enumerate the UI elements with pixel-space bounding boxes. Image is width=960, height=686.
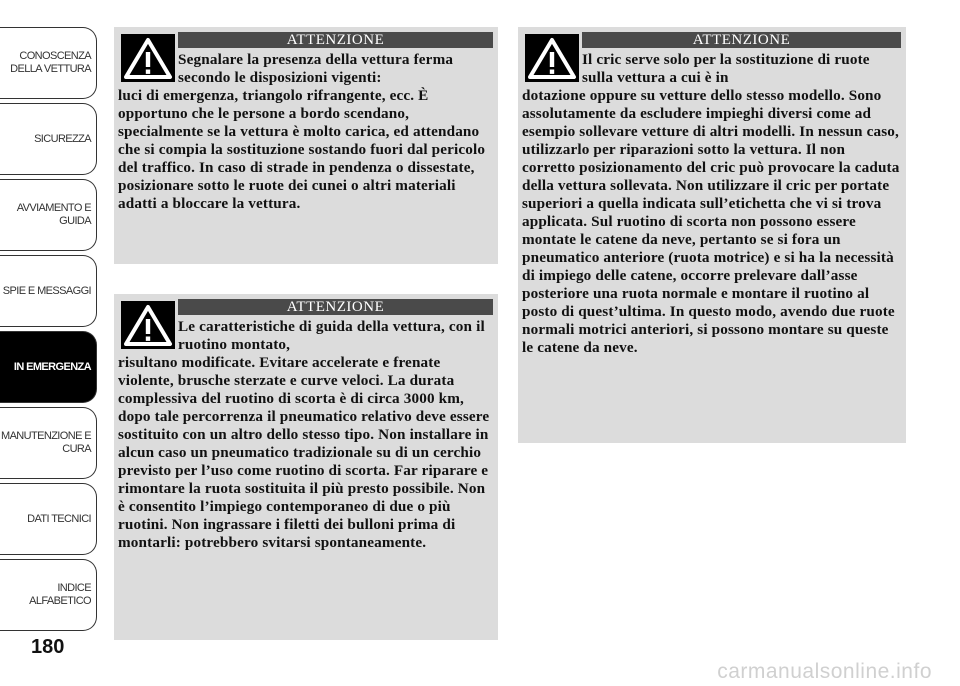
warning-title: ATTENZIONE <box>178 32 493 48</box>
tab-indice-alfabetico[interactable]: INDICE ALFABETICO <box>0 559 97 631</box>
warning-box-hazard-signalling <box>114 27 498 264</box>
warning-lead: Le caratteristiche di guida della vettura, con il ruotino montato, <box>178 318 485 353</box>
tab-spie-e-messaggi[interactable]: SPIE E MESSAGGI <box>0 255 97 327</box>
warning-triangle-icon <box>121 301 175 349</box>
warning-body: risultano modificate. Evitare accelerate e frenate violente, brusche sterzate e curve veloci. La durata complessiva del ruotino di scorta è di circa 3000 km, dopo tale percorrenza il pneumatico relativo deve essere sostituito con un altro dello stesso tipo. Non installare in alcun caso un pneumatico tradizionale su di un cerchio previsto per l’uso come ruotino di scorta. Far riparare e rimontare la ruota sostituita il più presto possibile. Non è consentito l’impiego contemporaneo di due o più ruotini. Non ingrassare i filetti dei bulloni prima di montarli: potrebbero svitarsi spontaneamente. <box>118 354 490 551</box>
tab-conoscenza-della-vettura[interactable]: CONOSCENZA DELLA VETTURA <box>0 27 97 99</box>
warning-body: dotazione oppure su vetture dello stesso modello. Sono assolutamente da escludere impieghi diversi come ad esempio sollevare vetture di altri modelli. In nessun caso, utilizzarlo per riparazioni sotto la vettura. Il non corretto posizionamento del cric può provocare la caduta della vettura sollevata. Non utilizzare il cric per portate superiori a quella indicata sull’etichetta che vi si trova applicata. Sul ruotino di scorta non possono essere montate le catene da neve, pertanto se si fora un pneumatico anteriore (ruota motrice) e si ha la necessità di impiego delle catene, occorre prelevare dall’asse posteriore una ruota normale e montare il ruotino al posto di quest’ultima. In questo modo, avendo due ruote normali motrici anteriori, si possono montare su queste le catene da neve. <box>522 87 900 356</box>
warning-triangle-icon <box>121 34 175 82</box>
warning-body: luci di emergenza, triangolo rifrangente, ecc. È opportuno che le persone a bordo scendano, specialmente se la vettura è molto carica, ed attendano che si compia la sostituzione sostando fuori dal pericolo del traffico. In caso di strade in pendenza o dissestate, posizionare sotto le ruote dei cunei o altri materiali adatti a bloccare la vettura. <box>118 87 486 212</box>
warning-triangle-icon <box>525 34 579 82</box>
watermark: carmanualsonline.info <box>717 660 932 683</box>
warning-box-jack <box>518 27 906 443</box>
tab-manutenzione-e-cura[interactable]: MANUTENZIONE E CURA <box>0 407 97 479</box>
warning-title: ATTENZIONE <box>582 32 901 48</box>
tab-in-emergenza[interactable]: IN EMERGENZA <box>0 331 97 403</box>
page-number: 180 <box>31 636 65 658</box>
tab-avviamento-e-guida[interactable]: AVVIAMENTO E GUIDA <box>0 179 97 251</box>
warning-text <box>118 318 493 552</box>
warning-box-spare-wheel <box>114 294 498 640</box>
warning-title: ATTENZIONE <box>178 299 493 315</box>
warning-text <box>522 51 901 357</box>
warning-lead: Segnalare la presenza della vettura ferma secondo le disposizioni vigenti: <box>178 51 454 86</box>
tab-sicurezza[interactable]: SICUREZZA <box>0 103 97 175</box>
warning-lead: Il cric serve solo per la sostituzione di ruote sulla vettura a cui è in <box>582 51 870 86</box>
tab-dati-tecnici[interactable]: DATI TECNICI <box>0 483 97 555</box>
